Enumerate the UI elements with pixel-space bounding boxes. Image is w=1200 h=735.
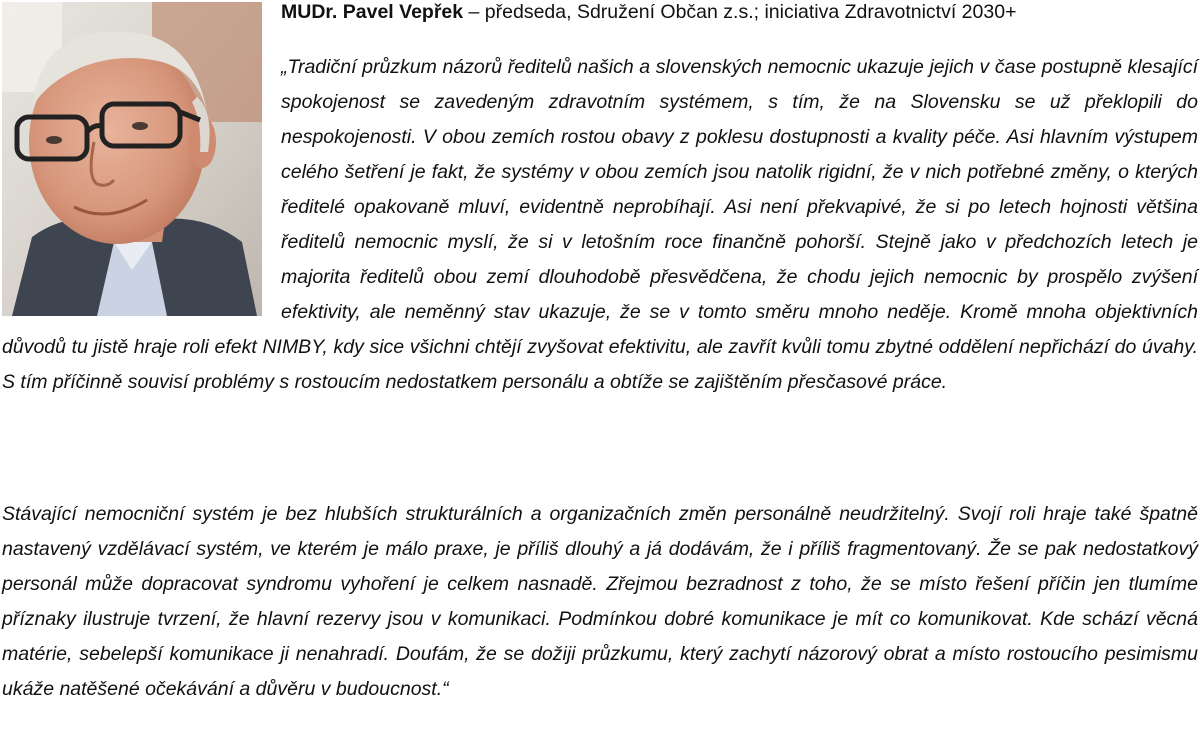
portrait-wrap-spacer bbox=[2, 50, 281, 318]
quote-paragraph-2: Stávající nemocniční systém je bez hlubších strukturálních a organizačních změn personálně neudržitelný. Svojí roli hraje také špatně nastavený vzdělávací systém, ve kterém je málo praxe, je příliš dlouhý a já dodávám, že i příliš fragmentovaný. Že se pak nedostatkový personál může dopracovat syndromu vyhoření je celkem nasnadě. Zřejmou bezradnost z toho, že se místo řešení příčin jen tlumíme příznaky ilustruje tvrzení, že hlavní rezervy jsou v komunikaci. Podmínkou dobré komunikace je mít co komunikovat. Kde schází věcná matérie, sebelepší komunikace ji nenahradí. Doufám, že se dožiji průzkumu, který zachytí názorový obrat a místo rostoucího pesimismu ukáže natěšené očekávání a důvěru v budoucnost.“ bbox=[2, 503, 1198, 700]
quote-paragraph-1 bbox=[2, 50, 1198, 400]
author-name: MUDr. Pavel Vepřek bbox=[281, 1, 464, 23]
author-header bbox=[281, 0, 1196, 24]
quote-paragraph-1-text: „Tradiční průzkum názorů ředitelů našich a slovenských nemocnic ukazuje jejich v čase postupně klesající spokojenost se zavedeným zdravotním systémem, s tím, že na Slovensku se už překlopili do nespokojenosti. V obou zemích rostou obavy z poklesu dostupnosti a kvality péče. Asi hlavním výstupem celého šetření je fakt, že systémy v obou zemích jsou natolik rigidní, že v nich potřebné změny, o kterých ředitelé opakovaně mluví, evidentně neprobíhají. Asi není překvapivé, že si po letech hojnosti většina ředitelů nemocnic myslí, že si v letošním roce finančně pohorší. Stejně jako v předchozích letech je majorita ředitelů obou zemí dlouhodobě přesvědčena, že chodu jejich nemocnic by prospělo zvýšení efektivity, ale neměnný stav ukazuje, že se v tomto směru mnoho neděje. Kromě mnoha objektivních důvodů tu jistě hraje roli efekt NIMBY, kdy sice všichni chtějí zvyšovat efektivitu, ale zavřít kvůli tomu zbytné oddělení nepřichází do úvahy. S tím příčinně souvisí problémy s rostoucím nedostatkem personálu a obtíže se zajištěním přesčasové práce. bbox=[2, 56, 1198, 393]
author-role: – předseda, Sdružení Občan z.s.; iniciativa Zdravotnictví 2030+ bbox=[463, 1, 1017, 23]
